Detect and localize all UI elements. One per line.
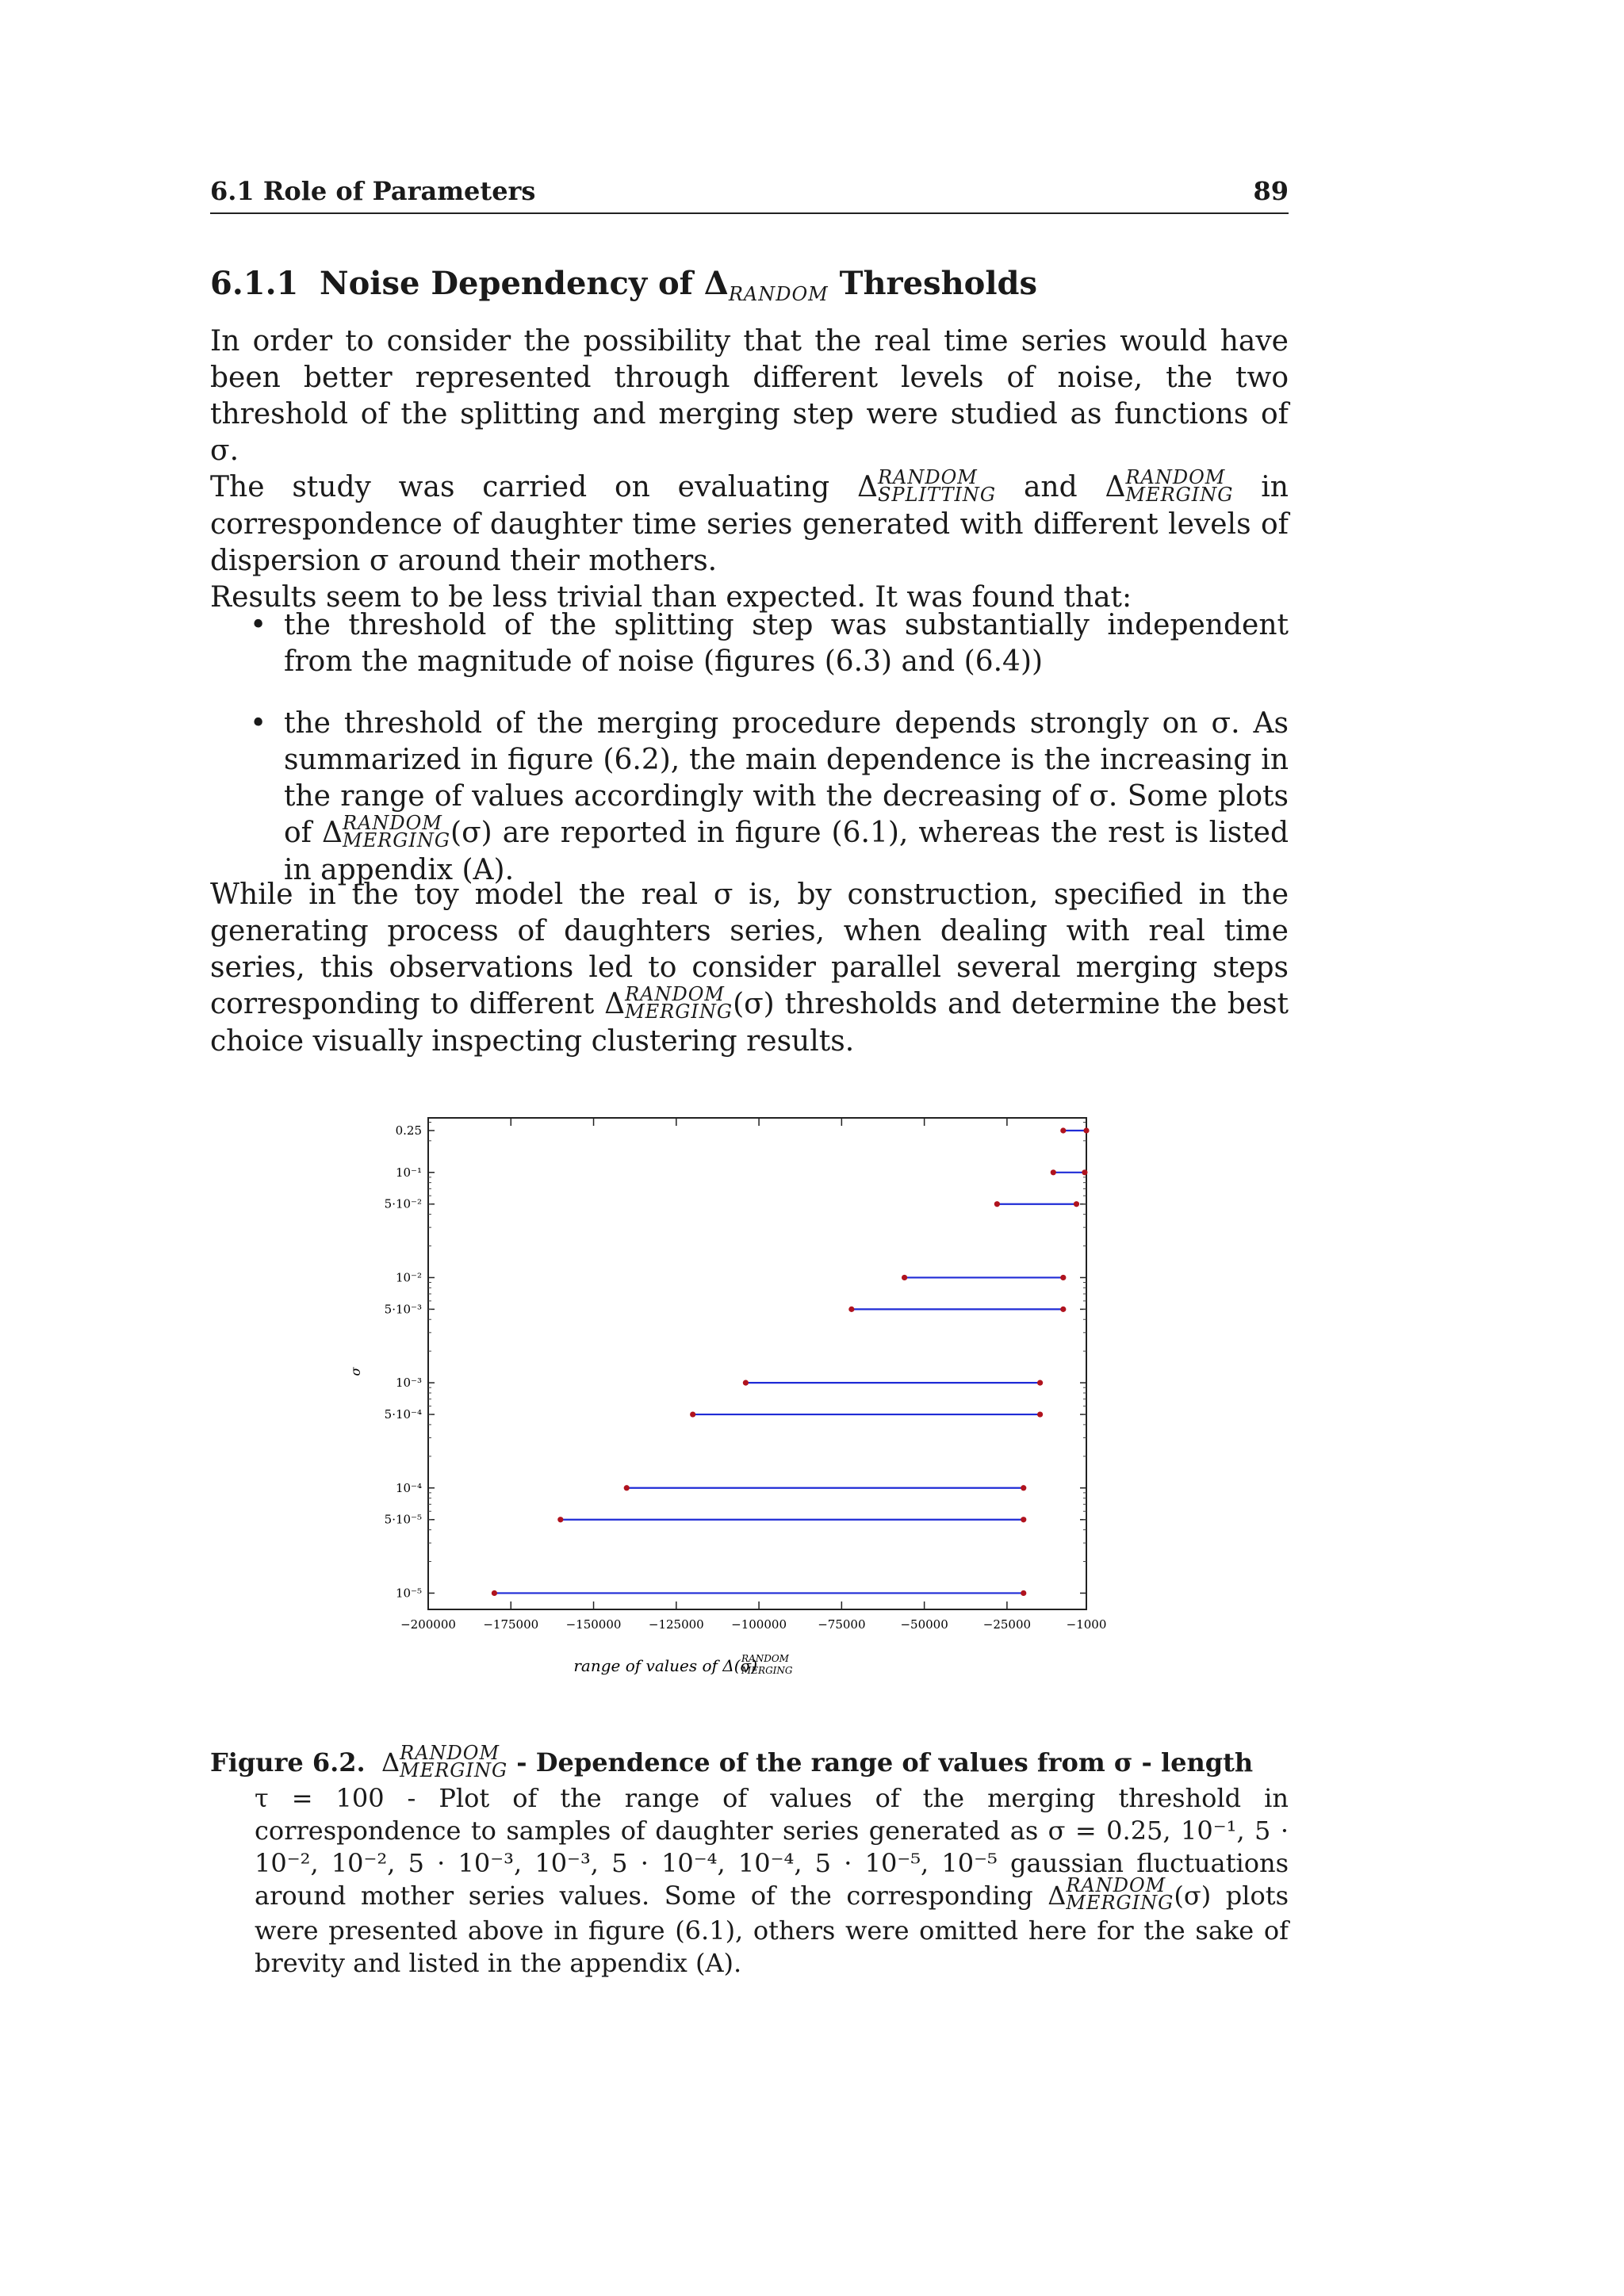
caption-supsub [400,1741,508,1781]
caption-label: Figure 6.2. [210,1747,366,1777]
page-number: 89 [1253,176,1289,206]
caption-bold-title: - Dependence of the range of values from σ - length [508,1747,1254,1777]
para1-b-pre: The study was carried on evaluating Δ [210,471,878,503]
bullet-2-sup: RANDOM [343,812,442,834]
bullet-list [210,607,1289,889]
splitting-sub: SPLITTING [877,484,997,506]
merging-sub: MERGING [1125,484,1234,506]
y-tick-label: 0.25 [395,1123,422,1138]
toy-model-paragraph [210,877,1289,1060]
range-max-point [1037,1411,1043,1417]
range-chart [348,1110,1126,1697]
x-tick-label: −100000 [731,1617,787,1632]
x-tick-label: −125000 [648,1617,704,1632]
para1-line-b [210,466,1289,580]
range-max-point [1060,1307,1066,1312]
section-title-post: Thresholds [828,265,1038,302]
range-min-point [848,1307,854,1312]
section-header: 6.1 Role of Parameters [210,176,536,206]
range-max-point [1021,1517,1026,1522]
x-axis-label-sup: RANDOM [741,1653,789,1664]
para2-pre: While in the toy model the real σ is, by construction, specified in the generating process of daughters series, when dealing with real time series, this observations led to consider parallel several merging steps corresponding to different Δ [210,878,1289,1020]
para2-sup: RANDOM [625,983,725,1005]
range-min-point [743,1380,749,1386]
bullet-2-sub: MERGING [343,829,451,851]
y-tick-label: 5·10⁻² [384,1196,422,1211]
para2-sub: MERGING [625,1001,733,1023]
bullet-2-post: (σ) are reported in figure (6.1), whereas the rest is listed in appendix (A). [284,817,1289,886]
caption-body-sub: MERGING [1066,1892,1174,1914]
x-axis-label-text: range of values of Δ(σ) [573,1656,757,1675]
running-head [210,176,1289,214]
figure-6-2 [348,1110,1126,1697]
bullet-dot-icon: • [250,609,267,641]
caption-delta: Δ [381,1747,400,1777]
range-series [492,1127,1090,1596]
range-min-point [902,1275,907,1280]
y-tick-label: 10⁻⁴ [395,1480,422,1495]
merging-sup: RANDOM [1125,466,1226,488]
range-max-point [1074,1201,1079,1207]
range-max-point [1037,1380,1043,1386]
bullet-2-pre: the threshold of the merging procedure depends strongly on σ. As summarized in figure (6.2), the main dependence is the increasing in the range of values accordingly with the decreasing of σ. Some plots of Δ [284,707,1289,849]
x-axis-label [573,1656,757,1675]
range-max-point [1083,1127,1089,1133]
x-tick-label: −175000 [483,1617,539,1632]
y-axis-ticks [385,1122,1086,1600]
bullet-item-2 [210,706,1289,889]
section-title [210,265,1038,305]
range-min-point [1060,1127,1066,1133]
splitting-sup: RANDOM [877,466,978,488]
y-tick-label: 10⁻³ [395,1376,422,1391]
caption-body-supsub [1066,1874,1174,1914]
range-min-point [1051,1169,1056,1175]
x-tick-label: −50000 [900,1617,948,1632]
merging-supsub [1125,466,1234,506]
bullet-item-1 [210,607,1289,680]
bullet-dot-icon: • [250,707,267,740]
y-tick-label: 5·10⁻⁵ [384,1512,422,1527]
y-axis-label: σ [348,1367,363,1376]
para2-text [210,877,1289,1060]
section-title-sub: RANDOM [728,283,829,305]
range-min-point [492,1590,497,1596]
x-axis-label-sub: MERGING [741,1665,793,1676]
range-min-point [994,1201,1000,1207]
para1-b-post: in correspondence of daughter time series generated with different levels of dispersion σ around their mothers. [210,471,1289,577]
range-max-point [1082,1169,1087,1175]
range-min-point [624,1485,630,1490]
caption-body-text: τ = 100 - Plot of the range of values of the merging threshold in correspondence to samples of daughter series generated as σ = 0.25, 10⁻¹, 5 · 10⁻², 10⁻², 5 · 10⁻³, 10⁻³, 5 · 10⁻⁴, 10⁻⁴, 5 · 10⁻⁵, 10⁻⁵ gaussian fluctuations around mother series values. Some of the corresponding Δ [255,1782,1289,1911]
caption-sup: RANDOM [400,1741,500,1764]
y-tick-label: 5·10⁻⁴ [384,1407,422,1422]
bullet-2-supsub [343,814,450,849]
caption-body-sup: RANDOM [1066,1874,1166,1896]
x-axis-ticks [400,1118,1106,1632]
x-tick-label: −150000 [565,1617,622,1632]
range-min-point [557,1517,563,1522]
caption-body-post: (σ) plots were presented above in figure (6.1), others were omitted here for the sake of brevity and listed in the appendix (A). [255,1880,1289,1978]
y-tick-label: 5·10⁻³ [384,1302,422,1317]
para2-post: (σ) thresholds and determine the best choice visually inspecting clustering results. [210,988,1289,1058]
para1-b-mid: and Δ [996,471,1126,503]
x-tick-label: −1000 [1066,1617,1107,1632]
x-tick-label: −200000 [400,1617,456,1632]
splitting-supsub [877,466,997,506]
caption-first-line [210,1741,1289,1782]
x-tick-label: −25000 [982,1617,1032,1632]
caption-body [210,1782,1289,1980]
y-tick-label: 10⁻² [395,1270,422,1285]
range-max-point [1060,1275,1066,1280]
caption-sub: MERGING [400,1758,508,1781]
range-max-point [1021,1590,1026,1596]
intro-paragraph [210,323,1289,616]
para2-supsub [625,983,733,1023]
range-max-point [1021,1485,1026,1490]
y-tick-label: 10⁻⁵ [395,1586,422,1601]
section-title-pre: Noise Dependency of Δ [320,265,729,302]
plot-frame [428,1118,1086,1609]
bullet-1-text: the threshold of the splitting step was substantially independent from the magnitude of noise (figures (6.3) and (6.4)) [284,609,1289,678]
section-number: 6.1.1 [210,265,299,302]
x-tick-label: −75000 [818,1617,866,1632]
range-min-point [690,1411,695,1417]
figure-caption [210,1741,1289,1980]
y-tick-label: 10⁻¹ [395,1165,422,1180]
para1-line-c: Results seem to be less trivial than expected. It was found that: [210,581,1132,614]
para1-line-a: In order to consider the possibility that the real time series would have been better represented through different levels of noise, the two threshold of the splitting and merging step were studied as functions of σ. [210,325,1289,467]
